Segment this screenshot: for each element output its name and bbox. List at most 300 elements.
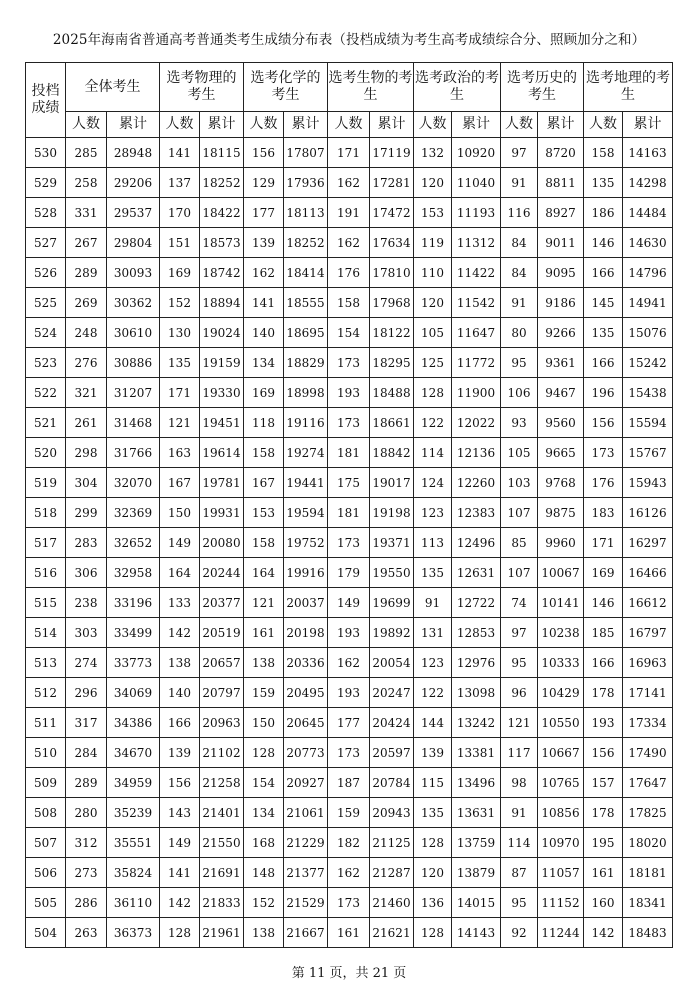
count-cell: 91 <box>501 168 538 198</box>
cumulative-cell: 32652 <box>107 528 160 558</box>
table-row <box>26 408 673 438</box>
cumulative-cell: 20657 <box>200 648 244 678</box>
cumulative-cell: 17334 <box>623 708 673 738</box>
count-cell: 149 <box>328 588 370 618</box>
cumulative-cell: 19916 <box>284 558 328 588</box>
cumulative-cell: 31766 <box>107 438 160 468</box>
score-cell: 513 <box>26 648 66 678</box>
cumulative-cell: 21961 <box>200 918 244 948</box>
cumulative-cell: 13496 <box>452 768 501 798</box>
cumulative-cell: 20927 <box>284 768 328 798</box>
cumulative-cell: 20336 <box>284 648 328 678</box>
cumulative-cell: 12260 <box>452 468 501 498</box>
cumulative-cell: 32369 <box>107 498 160 528</box>
header-cumulative: 累计 <box>200 112 244 138</box>
count-cell: 92 <box>501 918 538 948</box>
score-cell: 530 <box>26 138 66 168</box>
table-row <box>26 258 673 288</box>
cumulative-cell: 36373 <box>107 918 160 948</box>
count-cell: 128 <box>414 828 452 858</box>
cumulative-cell: 36110 <box>107 888 160 918</box>
cumulative-cell: 19017 <box>370 468 414 498</box>
cumulative-cell: 19274 <box>284 438 328 468</box>
cumulative-cell: 18252 <box>200 168 244 198</box>
score-cell: 522 <box>26 378 66 408</box>
count-cell: 167 <box>160 468 200 498</box>
count-cell: 151 <box>160 228 200 258</box>
count-cell: 286 <box>66 888 107 918</box>
cumulative-cell: 12631 <box>452 558 501 588</box>
count-cell: 276 <box>66 348 107 378</box>
count-cell: 98 <box>501 768 538 798</box>
cumulative-cell: 8927 <box>538 198 584 228</box>
cumulative-cell: 20963 <box>200 708 244 738</box>
cumulative-cell: 19699 <box>370 588 414 618</box>
count-cell: 169 <box>244 378 284 408</box>
score-cell: 505 <box>26 888 66 918</box>
cumulative-cell: 17647 <box>623 768 673 798</box>
count-cell: 298 <box>66 438 107 468</box>
cumulative-cell: 33196 <box>107 588 160 618</box>
count-cell: 150 <box>244 708 284 738</box>
count-cell: 170 <box>160 198 200 228</box>
table-row <box>26 168 673 198</box>
cumulative-cell: 14298 <box>623 168 673 198</box>
count-cell: 96 <box>501 678 538 708</box>
header-cumulative: 累计 <box>538 112 584 138</box>
cumulative-cell: 17825 <box>623 798 673 828</box>
count-cell: 120 <box>414 168 452 198</box>
cumulative-cell: 18122 <box>370 318 414 348</box>
cumulative-cell: 13759 <box>452 828 501 858</box>
count-cell: 156 <box>584 738 623 768</box>
count-cell: 137 <box>160 168 200 198</box>
header-cumulative: 累计 <box>623 112 673 138</box>
cumulative-cell: 21229 <box>284 828 328 858</box>
cumulative-cell: 20037 <box>284 588 328 618</box>
cumulative-cell: 18998 <box>284 378 328 408</box>
count-cell: 135 <box>414 558 452 588</box>
cumulative-cell: 21102 <box>200 738 244 768</box>
cumulative-cell: 11152 <box>538 888 584 918</box>
cumulative-cell: 9665 <box>538 438 584 468</box>
count-cell: 283 <box>66 528 107 558</box>
cumulative-cell: 9011 <box>538 228 584 258</box>
count-cell: 161 <box>328 918 370 948</box>
count-cell: 153 <box>414 198 452 228</box>
cumulative-cell: 11772 <box>452 348 501 378</box>
table-row <box>26 888 673 918</box>
cumulative-cell: 19892 <box>370 618 414 648</box>
count-cell: 158 <box>244 528 284 558</box>
header-count: 人数 <box>584 112 623 138</box>
cumulative-cell: 20495 <box>284 678 328 708</box>
count-cell: 191 <box>328 198 370 228</box>
cumulative-cell: 16612 <box>623 588 673 618</box>
cumulative-cell: 19441 <box>284 468 328 498</box>
count-cell: 185 <box>584 618 623 648</box>
cumulative-cell: 18661 <box>370 408 414 438</box>
cumulative-cell: 9186 <box>538 288 584 318</box>
cumulative-cell: 21287 <box>370 858 414 888</box>
count-cell: 133 <box>160 588 200 618</box>
count-cell: 138 <box>160 648 200 678</box>
cumulative-cell: 9875 <box>538 498 584 528</box>
cumulative-cell: 18573 <box>200 228 244 258</box>
count-cell: 142 <box>160 888 200 918</box>
table-row <box>26 498 673 528</box>
count-cell: 182 <box>328 828 370 858</box>
count-cell: 150 <box>160 498 200 528</box>
count-cell: 317 <box>66 708 107 738</box>
cumulative-cell: 19198 <box>370 498 414 528</box>
cumulative-cell: 18488 <box>370 378 414 408</box>
table-row <box>26 558 673 588</box>
header-count: 人数 <box>501 112 538 138</box>
count-cell: 173 <box>328 888 370 918</box>
count-cell: 130 <box>160 318 200 348</box>
cumulative-cell: 17490 <box>623 738 673 768</box>
cumulative-cell: 10550 <box>538 708 584 738</box>
cumulative-cell: 14143 <box>452 918 501 948</box>
count-cell: 157 <box>584 768 623 798</box>
count-cell: 91 <box>501 288 538 318</box>
cumulative-cell: 18829 <box>284 348 328 378</box>
cumulative-cell: 13242 <box>452 708 501 738</box>
cumulative-cell: 19159 <box>200 348 244 378</box>
count-cell: 153 <box>244 498 284 528</box>
cumulative-cell: 10970 <box>538 828 584 858</box>
table-row <box>26 528 673 558</box>
table-row <box>26 378 673 408</box>
cumulative-cell: 19594 <box>284 498 328 528</box>
table-row <box>26 138 673 168</box>
count-cell: 285 <box>66 138 107 168</box>
count-cell: 193 <box>328 678 370 708</box>
cumulative-cell: 19116 <box>284 408 328 438</box>
cumulative-cell: 8811 <box>538 168 584 198</box>
cumulative-cell: 13098 <box>452 678 501 708</box>
cumulative-cell: 11040 <box>452 168 501 198</box>
table-row <box>26 798 673 828</box>
score-cell: 506 <box>26 858 66 888</box>
count-cell: 168 <box>244 828 284 858</box>
count-cell: 116 <box>501 198 538 228</box>
cumulative-cell: 9266 <box>538 318 584 348</box>
count-cell: 115 <box>414 768 452 798</box>
count-cell: 149 <box>160 828 200 858</box>
table-row <box>26 468 673 498</box>
cumulative-cell: 20080 <box>200 528 244 558</box>
count-cell: 179 <box>328 558 370 588</box>
cumulative-cell: 19931 <box>200 498 244 528</box>
cumulative-cell: 21401 <box>200 798 244 828</box>
cumulative-cell: 12496 <box>452 528 501 558</box>
count-cell: 121 <box>244 588 284 618</box>
cumulative-cell: 20797 <box>200 678 244 708</box>
count-cell: 173 <box>584 438 623 468</box>
count-cell: 128 <box>160 918 200 948</box>
count-cell: 141 <box>244 288 284 318</box>
cumulative-cell: 16797 <box>623 618 673 648</box>
count-cell: 122 <box>414 408 452 438</box>
count-cell: 284 <box>66 738 107 768</box>
count-cell: 144 <box>414 708 452 738</box>
cumulative-cell: 29206 <box>107 168 160 198</box>
score-cell: 528 <box>26 198 66 228</box>
cumulative-cell: 13879 <box>452 858 501 888</box>
count-cell: 121 <box>160 408 200 438</box>
count-cell: 80 <box>501 318 538 348</box>
count-cell: 258 <box>66 168 107 198</box>
table-row <box>26 348 673 378</box>
score-cell: 510 <box>26 738 66 768</box>
cumulative-cell: 21061 <box>284 798 328 828</box>
count-cell: 195 <box>584 828 623 858</box>
count-cell: 97 <box>501 618 538 648</box>
table-row <box>26 648 673 678</box>
cumulative-cell: 20519 <box>200 618 244 648</box>
count-cell: 152 <box>160 288 200 318</box>
cumulative-cell: 20773 <box>284 738 328 768</box>
cumulative-cell: 19781 <box>200 468 244 498</box>
count-cell: 139 <box>414 738 452 768</box>
cumulative-cell: 20377 <box>200 588 244 618</box>
cumulative-cell: 16297 <box>623 528 673 558</box>
count-cell: 149 <box>160 528 200 558</box>
cumulative-cell: 33773 <box>107 648 160 678</box>
cumulative-cell: 21529 <box>284 888 328 918</box>
cumulative-cell: 30093 <box>107 258 160 288</box>
cumulative-cell: 11312 <box>452 228 501 258</box>
count-cell: 138 <box>244 648 284 678</box>
cumulative-cell: 33499 <box>107 618 160 648</box>
cumulative-cell: 15076 <box>623 318 673 348</box>
cumulative-cell: 29804 <box>107 228 160 258</box>
count-cell: 123 <box>414 648 452 678</box>
cumulative-cell: 10238 <box>538 618 584 648</box>
cumulative-cell: 18555 <box>284 288 328 318</box>
count-cell: 161 <box>584 858 623 888</box>
cumulative-cell: 31468 <box>107 408 160 438</box>
cumulative-cell: 20424 <box>370 708 414 738</box>
cumulative-cell: 16963 <box>623 648 673 678</box>
count-cell: 142 <box>160 618 200 648</box>
cumulative-cell: 16126 <box>623 498 673 528</box>
count-cell: 176 <box>584 468 623 498</box>
cumulative-cell: 12383 <box>452 498 501 528</box>
count-cell: 154 <box>328 318 370 348</box>
table-body <box>26 138 673 948</box>
cumulative-cell: 18422 <box>200 198 244 228</box>
table-row <box>26 918 673 948</box>
count-cell: 304 <box>66 468 107 498</box>
count-cell: 269 <box>66 288 107 318</box>
count-cell: 87 <box>501 858 538 888</box>
count-cell: 106 <box>501 378 538 408</box>
count-cell: 143 <box>160 798 200 828</box>
table-row <box>26 618 673 648</box>
header-group-chemistry: 选考化学的考生 <box>244 63 328 112</box>
count-cell: 148 <box>244 858 284 888</box>
count-cell: 280 <box>66 798 107 828</box>
cumulative-cell: 9768 <box>538 468 584 498</box>
score-cell: 504 <box>26 918 66 948</box>
table-row <box>26 858 673 888</box>
count-cell: 156 <box>244 138 284 168</box>
cumulative-cell: 10067 <box>538 558 584 588</box>
header-group-all: 全体考生 <box>66 63 160 112</box>
cumulative-cell: 11542 <box>452 288 501 318</box>
cumulative-cell: 17634 <box>370 228 414 258</box>
cumulative-cell: 21460 <box>370 888 414 918</box>
count-cell: 177 <box>328 708 370 738</box>
count-cell: 118 <box>244 408 284 438</box>
cumulative-cell: 14796 <box>623 258 673 288</box>
count-cell: 95 <box>501 348 538 378</box>
cumulative-cell: 20943 <box>370 798 414 828</box>
cumulative-cell: 35239 <box>107 798 160 828</box>
cumulative-cell: 11900 <box>452 378 501 408</box>
count-cell: 173 <box>328 738 370 768</box>
count-cell: 331 <box>66 198 107 228</box>
count-cell: 299 <box>66 498 107 528</box>
header-group-history: 选考历史的考生 <box>501 63 584 112</box>
count-cell: 97 <box>501 138 538 168</box>
score-cell: 517 <box>26 528 66 558</box>
cumulative-cell: 21833 <box>200 888 244 918</box>
header-count: 人数 <box>328 112 370 138</box>
cumulative-cell: 18414 <box>284 258 328 288</box>
count-cell: 173 <box>328 528 370 558</box>
cumulative-cell: 9960 <box>538 528 584 558</box>
cumulative-cell: 29537 <box>107 198 160 228</box>
score-cell: 514 <box>26 618 66 648</box>
count-cell: 193 <box>584 708 623 738</box>
count-cell: 131 <box>414 618 452 648</box>
cumulative-cell: 11244 <box>538 918 584 948</box>
score-cell: 511 <box>26 708 66 738</box>
score-cell: 521 <box>26 408 66 438</box>
table-row <box>26 228 673 258</box>
cumulative-cell: 34386 <box>107 708 160 738</box>
count-cell: 181 <box>328 498 370 528</box>
count-cell: 120 <box>414 858 452 888</box>
table-row <box>26 288 673 318</box>
cumulative-cell: 9361 <box>538 348 584 378</box>
count-cell: 135 <box>160 348 200 378</box>
count-cell: 312 <box>66 828 107 858</box>
cumulative-cell: 10667 <box>538 738 584 768</box>
cumulative-cell: 18483 <box>623 918 673 948</box>
cumulative-cell: 11193 <box>452 198 501 228</box>
count-cell: 163 <box>160 438 200 468</box>
count-cell: 85 <box>501 528 538 558</box>
count-cell: 105 <box>501 438 538 468</box>
count-cell: 95 <box>501 888 538 918</box>
count-cell: 107 <box>501 498 538 528</box>
count-cell: 181 <box>328 438 370 468</box>
count-cell: 84 <box>501 228 538 258</box>
page-footer: 第 11 页，共 21 页 <box>291 966 407 981</box>
count-cell: 162 <box>328 858 370 888</box>
cumulative-cell: 21691 <box>200 858 244 888</box>
cumulative-cell: 9467 <box>538 378 584 408</box>
cumulative-cell: 21377 <box>284 858 328 888</box>
count-cell: 186 <box>584 198 623 228</box>
count-cell: 125 <box>414 348 452 378</box>
count-cell: 114 <box>501 828 538 858</box>
cumulative-cell: 11422 <box>452 258 501 288</box>
count-cell: 159 <box>328 798 370 828</box>
score-cell: 526 <box>26 258 66 288</box>
score-cell: 512 <box>26 678 66 708</box>
count-cell: 140 <box>244 318 284 348</box>
count-cell: 171 <box>160 378 200 408</box>
count-cell: 267 <box>66 228 107 258</box>
score-cell: 529 <box>26 168 66 198</box>
count-cell: 162 <box>328 168 370 198</box>
count-cell: 263 <box>66 918 107 948</box>
count-cell: 135 <box>584 318 623 348</box>
cumulative-cell: 32958 <box>107 558 160 588</box>
cumulative-cell: 15943 <box>623 468 673 498</box>
cumulative-cell: 18113 <box>284 198 328 228</box>
count-cell: 173 <box>328 408 370 438</box>
count-cell: 158 <box>244 438 284 468</box>
count-cell: 171 <box>328 138 370 168</box>
score-cell: 527 <box>26 228 66 258</box>
count-cell: 162 <box>328 648 370 678</box>
count-cell: 120 <box>414 288 452 318</box>
cumulative-cell: 14163 <box>623 138 673 168</box>
cumulative-cell: 20247 <box>370 678 414 708</box>
cumulative-cell: 20244 <box>200 558 244 588</box>
cumulative-cell: 15594 <box>623 408 673 438</box>
header-cumulative: 累计 <box>370 112 414 138</box>
cumulative-cell: 14015 <box>452 888 501 918</box>
score-cell: 518 <box>26 498 66 528</box>
count-cell: 167 <box>244 468 284 498</box>
count-cell: 142 <box>584 918 623 948</box>
cumulative-cell: 10856 <box>538 798 584 828</box>
cumulative-cell: 19024 <box>200 318 244 348</box>
count-cell: 175 <box>328 468 370 498</box>
count-cell: 164 <box>160 558 200 588</box>
count-cell: 141 <box>160 138 200 168</box>
count-cell: 134 <box>244 798 284 828</box>
cumulative-cell: 11057 <box>538 858 584 888</box>
count-cell: 306 <box>66 558 107 588</box>
count-cell: 321 <box>66 378 107 408</box>
count-cell: 121 <box>501 708 538 738</box>
cumulative-cell: 18695 <box>284 318 328 348</box>
cumulative-cell: 19330 <box>200 378 244 408</box>
count-cell: 273 <box>66 858 107 888</box>
table-row <box>26 588 673 618</box>
count-cell: 166 <box>584 258 623 288</box>
score-cell: 508 <box>26 798 66 828</box>
cumulative-cell: 34670 <box>107 738 160 768</box>
count-cell: 178 <box>584 798 623 828</box>
count-cell: 123 <box>414 498 452 528</box>
count-cell: 95 <box>501 648 538 678</box>
cumulative-cell: 19614 <box>200 438 244 468</box>
cumulative-cell: 31207 <box>107 378 160 408</box>
cumulative-cell: 18020 <box>623 828 673 858</box>
score-cell: 520 <box>26 438 66 468</box>
count-cell: 93 <box>501 408 538 438</box>
